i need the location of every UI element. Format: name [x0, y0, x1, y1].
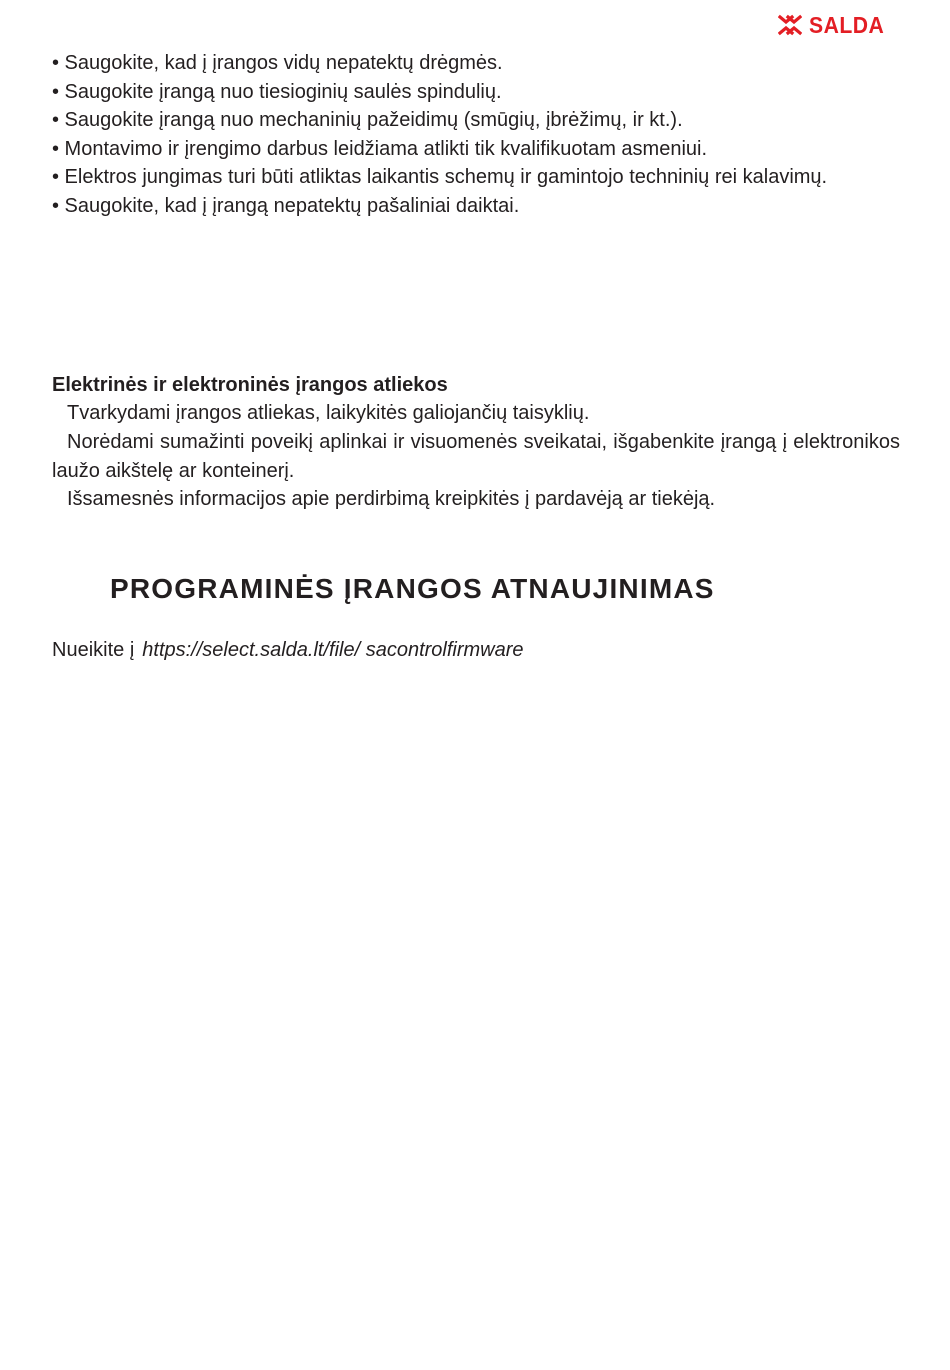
firmware-prefix: Nueikite į: [52, 639, 135, 661]
safety-item: • Saugokite įrangą nuo mechaninių pažeidimų (smūgių, įbrėžimų, ir kt.).: [52, 109, 683, 131]
salda-logo: [778, 12, 903, 38]
salda-logo-icon: [778, 14, 802, 36]
safety-item: • Saugokite, kad į įrangą nepatektų pašaliniai daiktai.: [52, 194, 520, 217]
firmware-instruction: [52, 636, 524, 664]
safety-item: • Saugokite, kad į įrangos vidų nepatektų drėgmės.: [52, 52, 503, 74]
safety-instructions-list: [52, 49, 892, 220]
brand-name: SALDA: [809, 12, 885, 38]
waste-paragraph: Tvarkydami įrangos atliekas, laikykitės galiojančių taisyklių.: [67, 402, 590, 424]
waste-paragraph: Norėdami sumažinti poveikį aplinkai ir visuomenės sveikatai, išgabenkite įrangą į elektronikos laužo aikštelę ar konteinerį.: [52, 431, 900, 482]
safety-item: • Elektros jungimas turi būti atliktas laikantis schemų ir gamintojo techninių rei kalavimų.: [52, 166, 828, 188]
waste-section-title: Elektrinės ir elektroninės įrangos atliekos: [52, 374, 448, 396]
firmware-link[interactable]: https://select.salda.lt/file/ sacontrolfirmware: [142, 639, 524, 661]
safety-item: • Montavimo ir įrengimo darbus leidžiama atlikti tik kvalifikuotam asmeniui.: [52, 137, 708, 160]
waste-paragraph: Išsamesnės informacijos apie perdirbimą kreipkitės į pardavėją ar tiekėją.: [67, 488, 716, 510]
safety-item: • Saugokite įrangą nuo tiesioginių saulės spindulių.: [52, 80, 502, 103]
firmware-heading: PROGRAMINĖS ĮRANGOS ATNAUJINIMAS: [110, 573, 715, 604]
